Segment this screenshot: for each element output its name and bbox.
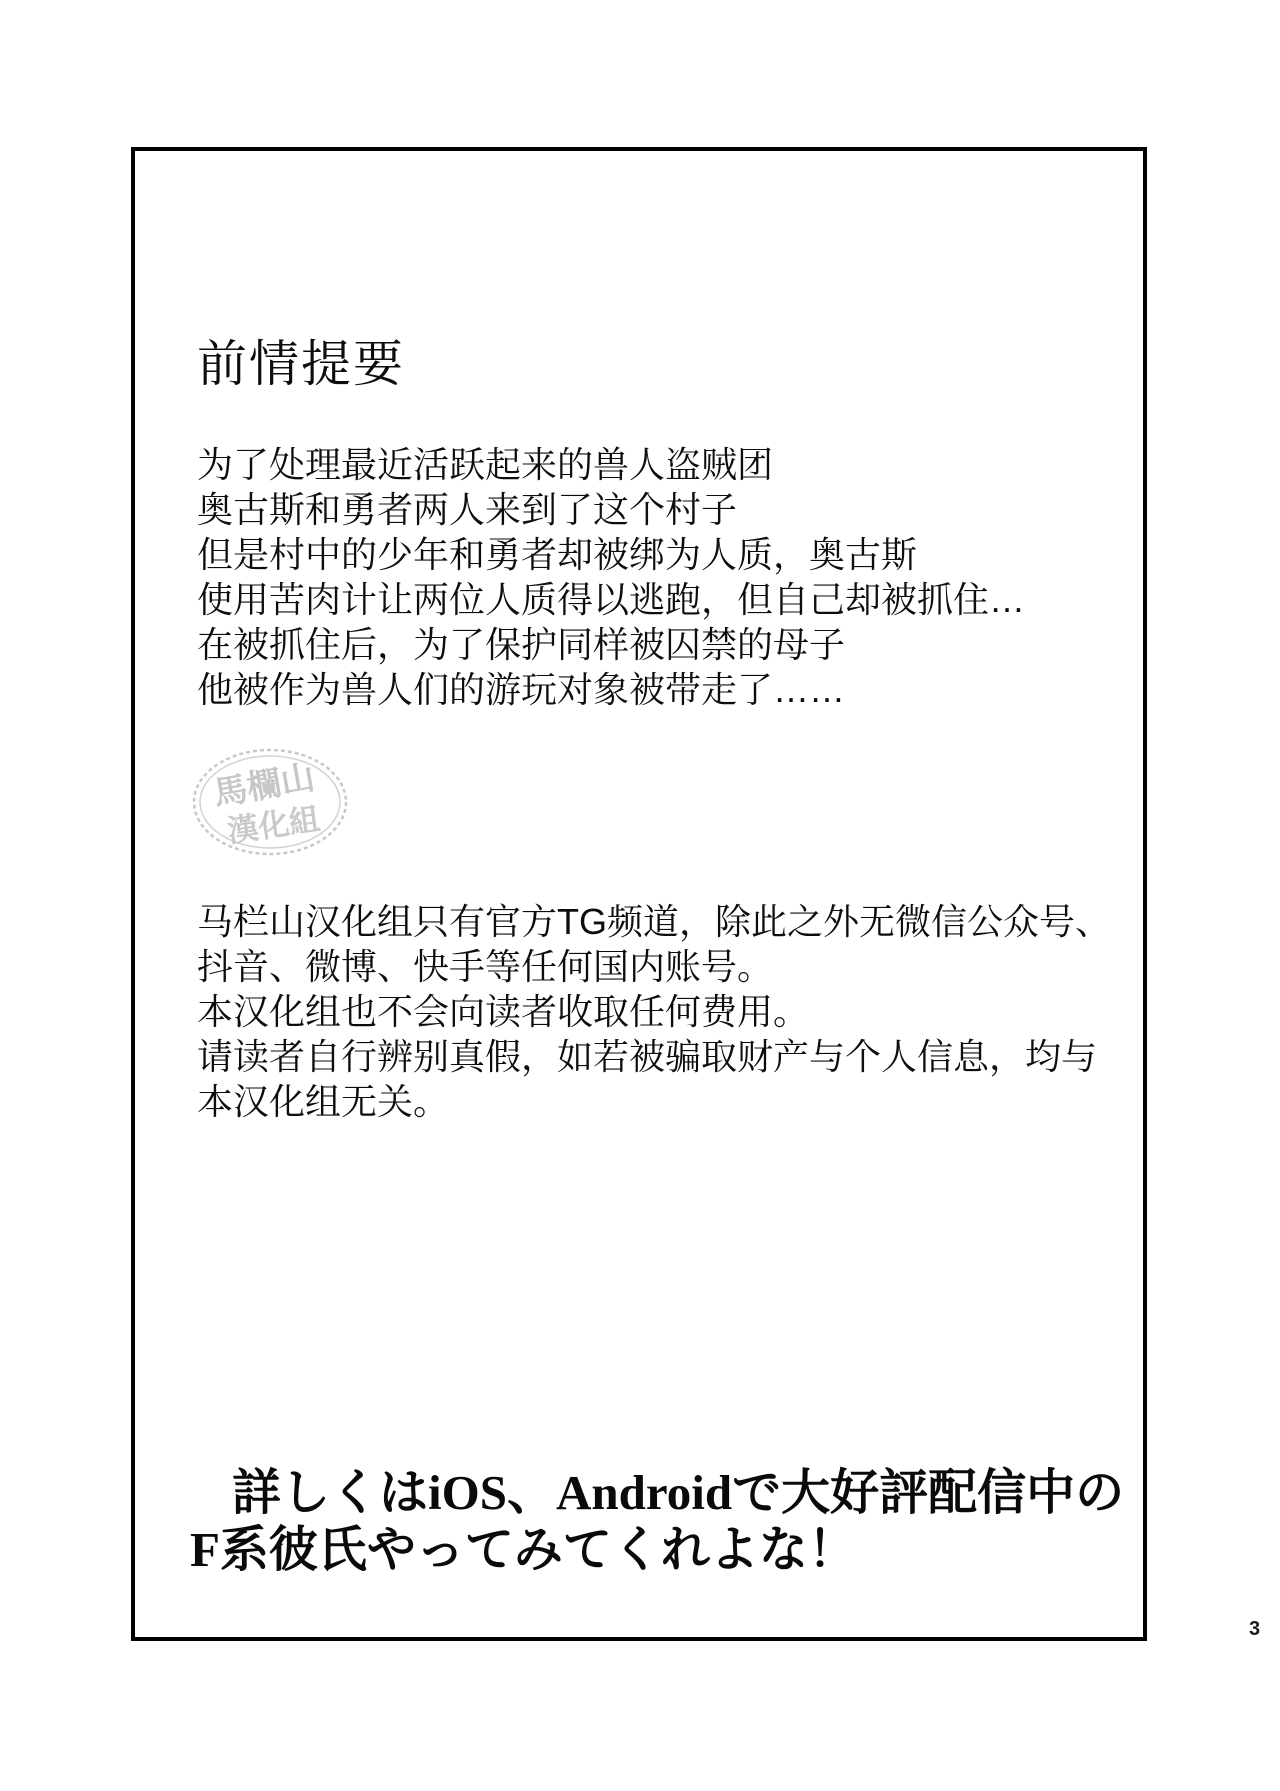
notice-line: 本汉化组无关。	[197, 1081, 450, 1122]
app-promo-text	[190, 1464, 1124, 1578]
seal-bottom-text: 漢化組	[225, 801, 323, 850]
synopsis-line: 使用苦肉计让两位人质得以逃跑，但自己却被抓住…	[197, 579, 1026, 620]
promo-line: 詳しくはiOS、Androidで大好評配信中の	[232, 1465, 1125, 1520]
promo-line: F系彼氏やってみてくれよな！	[190, 1522, 857, 1577]
page-number: 3	[1249, 1618, 1261, 1640]
synopsis-line: 但是村中的少年和勇者却被绑为人质，奥古斯	[197, 534, 918, 575]
notice-line: 本汉化组也不会向读者收取任何费用。	[197, 991, 810, 1032]
page-title: 前情提要	[197, 336, 405, 392]
synopsis-paragraph	[197, 442, 1025, 712]
synopsis-line: 他被作为兽人们的游玩对象被带走了……	[197, 669, 846, 710]
translation-group-notice	[197, 899, 1111, 1124]
notice-line: 马栏山汉化组只有官方TG频道，除此之外无微信公众号、	[197, 901, 1111, 942]
notice-line: 请读者自行辨别真假，如若被骗取财产与个人信息，均与	[197, 1036, 1098, 1077]
synopsis-line: 在被抓住后，为了保护同样被囚禁的母子	[197, 624, 846, 665]
translation-group-seal-stamp	[190, 744, 350, 862]
synopsis-line: 为了处理最近活跃起来的兽人盗贼团	[197, 444, 774, 485]
notice-line: 抖音、微博、快手等任何国内账号。	[197, 946, 774, 987]
seal-top-text: 馬欄山	[210, 759, 318, 814]
synopsis-line: 奥古斯和勇者两人来到了这个村子	[197, 489, 738, 530]
